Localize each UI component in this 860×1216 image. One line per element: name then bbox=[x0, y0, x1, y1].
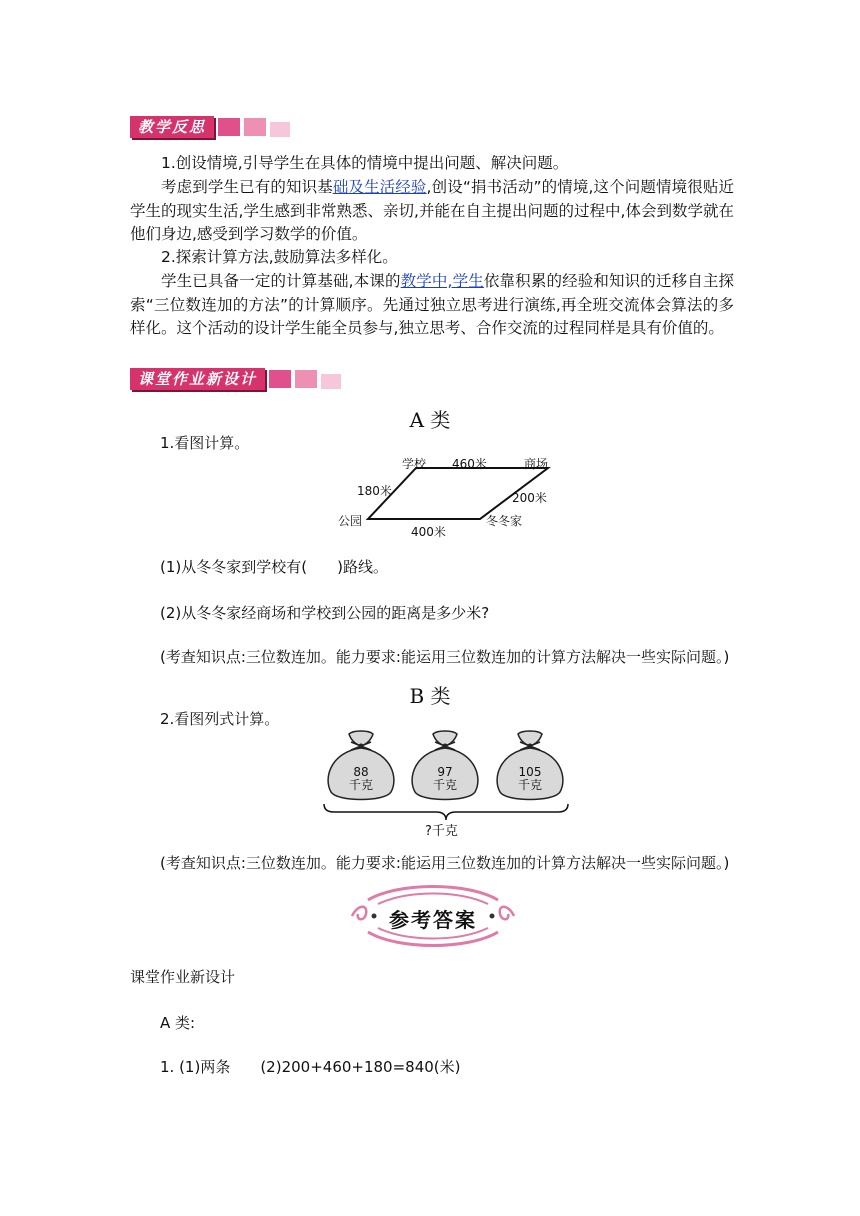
class-b-heading: B 类 bbox=[409, 684, 451, 708]
bag-1 bbox=[321, 728, 401, 804]
question-1-part-2: (2)从冬冬家经商场和学校到公园的距离是多少米? bbox=[160, 604, 490, 622]
note-class-a: (考查知识点:三位数连加。能力要求:能运用三位数连加的计算方法解决一些实际问题。) bbox=[160, 648, 730, 666]
hyperlink[interactable]: 础及生活经验 bbox=[332, 178, 427, 196]
text-run: 考虑到学生已有的知识基 bbox=[161, 178, 333, 196]
bag-unit: 千克 bbox=[517, 778, 542, 792]
section-header-label: 教学反思 bbox=[130, 116, 214, 138]
decor-square bbox=[218, 118, 240, 136]
reflection-point-1: 1.创设情境,引导学生在具体的情境中提出问题、解决问题。 bbox=[161, 154, 569, 172]
question-2: 2.看图列式计算。 bbox=[160, 710, 280, 728]
class-a-heading: A 类 bbox=[409, 408, 451, 432]
total-weight-label: ?千克 bbox=[425, 824, 458, 839]
note-class-b: (考查知识点:三位数连加。能力要求:能运用三位数连加的计算方法解决一些实际问题。) bbox=[160, 854, 730, 872]
question-1: 1.看图计算。 bbox=[160, 434, 250, 452]
hyperlink[interactable]: 教学中,学生 bbox=[400, 272, 484, 290]
text-run: ,创设“捐书活动”的情境,这个问题情境很贴近学生的现实生活,学生感到非常熟悉、亲切,并能在自主提出问题的过程中,体会到数学就在他们身边,感受到学习数学的价值。 bbox=[130, 178, 734, 243]
answers-class-a: A 类: bbox=[160, 1014, 196, 1032]
section-header-homework bbox=[130, 368, 341, 390]
decor-square bbox=[270, 122, 290, 137]
label-distance-park-home: 400米 bbox=[411, 525, 446, 539]
label-mall: 商场 bbox=[524, 457, 549, 471]
bag-weight: 105 bbox=[518, 765, 542, 779]
answer-banner bbox=[348, 880, 518, 952]
section-header-reflection bbox=[130, 116, 290, 138]
text-run: 学生已具备一定的计算基础,本课的 bbox=[161, 272, 401, 290]
banner-title: 参考答案 bbox=[389, 908, 477, 932]
bag-unit: 千克 bbox=[432, 778, 457, 792]
text-run: 依靠积累的经验和知识的迁移自主探索“三位数连加的方法”的计算顺序。先通过独立思考进行演练,再全班交流体会算法的多样化。这个活动的设计学生能全员参与,独立思考、合作交流的过程同样是具有价值的。 bbox=[130, 272, 734, 337]
bag-3 bbox=[490, 728, 570, 804]
bag-2 bbox=[405, 728, 485, 804]
bag-weight: 97 bbox=[437, 765, 453, 779]
answer-1: 1. (1)两条 (2)200+460+180=840(米) bbox=[160, 1058, 461, 1076]
decor-square bbox=[295, 370, 317, 388]
section-header-label: 课堂作业新设计 bbox=[130, 368, 265, 390]
label-home: 冬冬家 bbox=[486, 514, 523, 528]
bag-weight: 88 bbox=[353, 765, 369, 779]
label-distance-mall-home: 200米 bbox=[512, 491, 547, 505]
label-distance-school-mall: 460米 bbox=[452, 457, 487, 471]
label-school: 学校 bbox=[402, 457, 427, 471]
label-distance-park-school: 180米 bbox=[357, 484, 392, 498]
total-brace bbox=[322, 802, 570, 822]
bag-unit: 千克 bbox=[348, 778, 373, 792]
reflection-paragraph-2 bbox=[130, 270, 734, 341]
label-park: 公园 bbox=[338, 514, 363, 528]
decor-square bbox=[321, 374, 341, 389]
decor-square bbox=[269, 370, 291, 388]
question-1-part-1: (1)从冬冬家到学校有( )路线。 bbox=[160, 558, 388, 576]
reflection-point-2: 2.探索计算方法,鼓励算法多样化。 bbox=[161, 248, 398, 266]
decor-square bbox=[244, 118, 266, 136]
reflection-paragraph-1 bbox=[130, 176, 734, 247]
answers-section-title: 课堂作业新设计 bbox=[130, 968, 236, 986]
